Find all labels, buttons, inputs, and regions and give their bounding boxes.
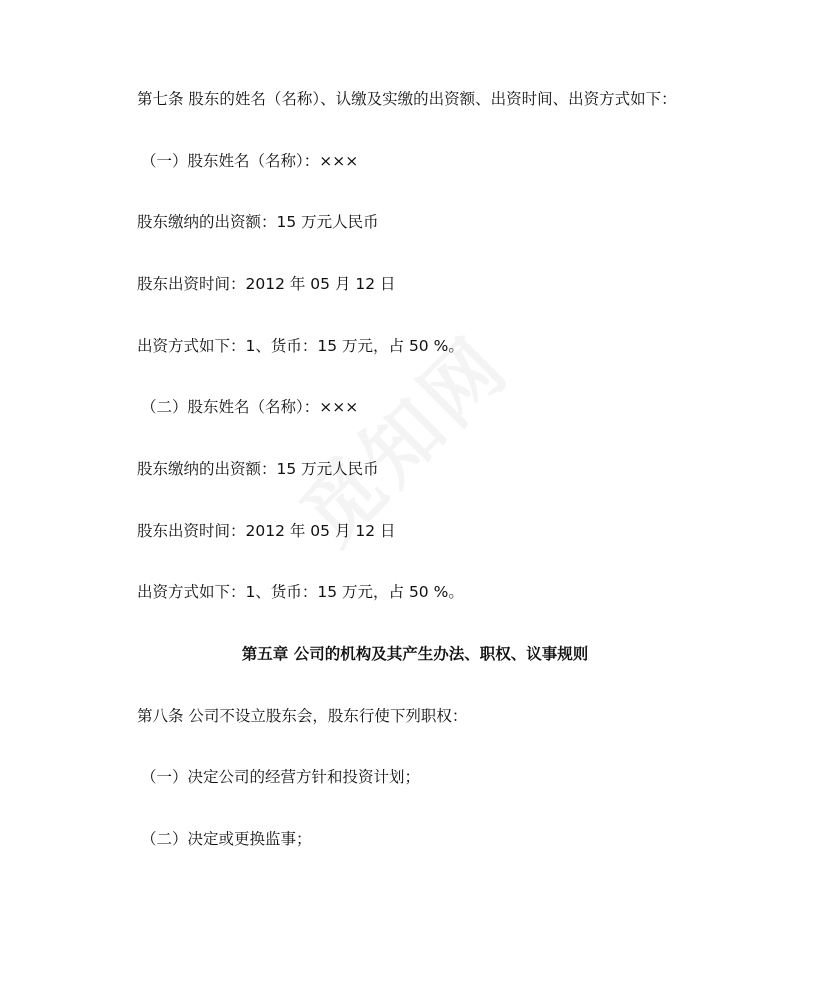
article-8-item-1: （一）决定公司的经营方针和投资计划； bbox=[141, 768, 421, 786]
shareholder-1-contribution-time: 股东出资时间：2012 年 05 月 12 日 bbox=[137, 275, 396, 293]
shareholder-2-contribution-amount: 股东缴纳的出资额：15 万元人民币 bbox=[137, 460, 379, 478]
shareholder-1-contribution-amount: 股东缴纳的出资额：15 万元人民币 bbox=[137, 213, 379, 231]
shareholder-2-name: （二）股东姓名（名称）：××× bbox=[141, 398, 359, 416]
article-8-item-2: （二）决定或更换监事； bbox=[141, 830, 312, 848]
shareholder-2-contribution-method: 出资方式如下：1、货币：15 万元，占 50 %。 bbox=[137, 583, 464, 601]
article-7-heading: 第七条 股东的姓名（名称）、认缴及实缴的出资额、出资时间、出资方式如下： bbox=[137, 90, 677, 108]
article-8-heading: 第八条 公司不设立股东会，股东行使下列职权： bbox=[137, 707, 468, 725]
shareholder-1-contribution-method: 出资方式如下：1、货币：15 万元，占 50 %。 bbox=[137, 337, 464, 355]
shareholder-1-name: （一）股东姓名（名称）：××× bbox=[141, 152, 359, 170]
chapter-5-title: 第五章 公司的机构及其产生办法、职权、议事规则 bbox=[241, 645, 589, 663]
shareholder-2-contribution-time: 股东出资时间：2012 年 05 月 12 日 bbox=[137, 522, 396, 540]
